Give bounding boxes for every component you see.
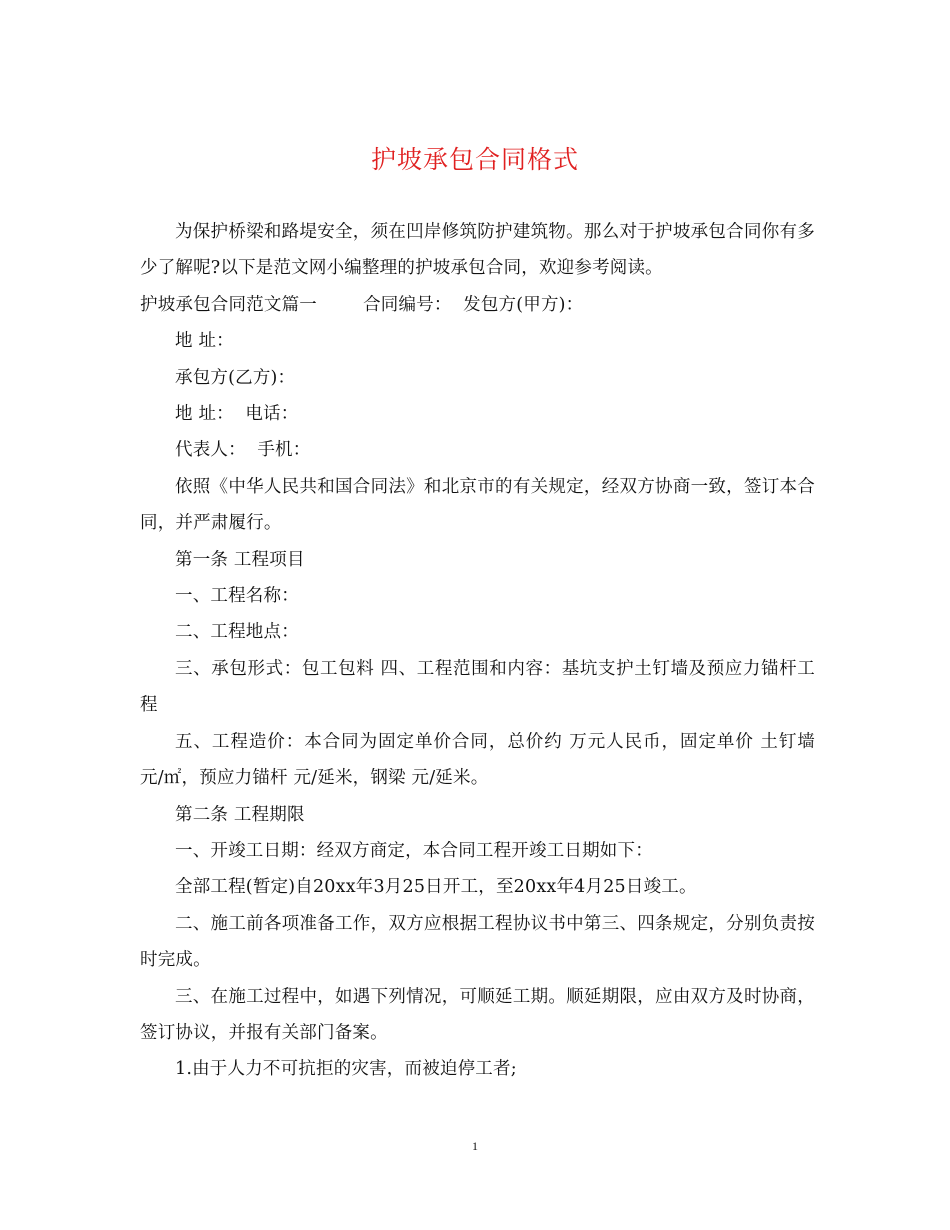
document-body <box>140 214 821 1088</box>
body-paragraph: 二、施工前各项准备工作，双方应根据工程协议书中第三、四条规定，分别负责按时完成。 <box>140 913 815 971</box>
body-paragraph: 一、开竣工日期：经双方商定，本合同工程开竣工日期如下： <box>175 840 653 861</box>
body-paragraph: 护坡承包合同范文篇一 合同编号： 发包方(甲方)： <box>140 294 584 315</box>
body-paragraph: 为保护桥梁和路堤安全，须在凹岸修筑防护建筑物。那么对于护坡承包合同你有多少了解呢?以下是范文网小编整理的护坡承包合同，欢迎参考阅读。 <box>140 222 815 279</box>
document-title: 护坡承包合同格式 <box>370 145 579 174</box>
body-paragraph: 依照《中华人民共和国合同法》和北京市的有关规定，经双方协商一致，签订本合同，并严肃履行。 <box>140 476 815 534</box>
page-number: 1 <box>472 1139 478 1153</box>
body-paragraph: 三、承包形式：包工包料 四、工程范围和内容：基坑支护土钉墙及预应力锚杆工程 <box>140 658 815 716</box>
body-paragraph: 代表人： 手机： <box>175 440 311 461</box>
body-paragraph: 第一条 工程项目 <box>175 549 305 570</box>
body-paragraph: 一、工程名称： <box>175 586 299 607</box>
body-paragraph: 全部工程(暂定)自20xx年3月25日开工，至20xx年4月25日竣工。 <box>175 877 697 898</box>
body-paragraph: 二、工程地点： <box>175 622 299 643</box>
body-paragraph: 1.由于人力不可抗拒的灾害，而被迫停工者; <box>175 1059 517 1080</box>
body-paragraph: 五、工程造价：本合同为固定单价合同，总价约 万元人民币，固定单价 土钉墙 元/㎡，预应力锚杆 元/延米，钢梁 元/延米。 <box>140 731 821 789</box>
body-paragraph: 承包方(乙方)： <box>175 367 296 388</box>
body-paragraph: 三、在施工过程中，如遇下列情况，可顺延工期。顺延期限，应由双方及时协商，签订协议，并报有关部门备案。 <box>140 986 815 1043</box>
body-paragraph: 地 址： 电话： <box>175 404 299 425</box>
body-paragraph: 地 址： <box>175 331 234 352</box>
body-paragraph: 第二条 工程期限 <box>175 804 305 825</box>
